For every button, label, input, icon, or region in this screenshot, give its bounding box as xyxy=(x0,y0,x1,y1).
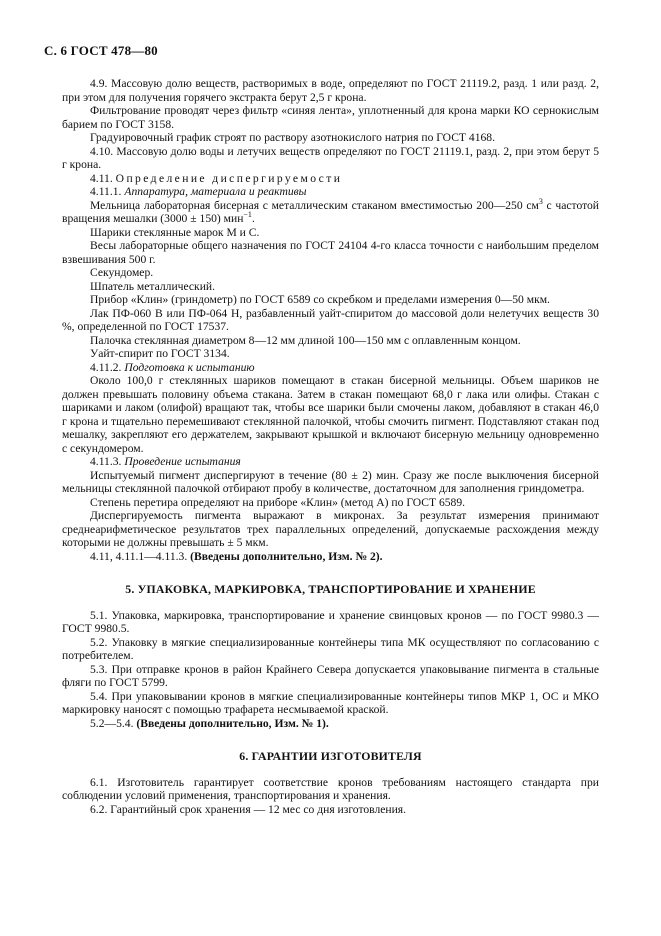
subsection-4-11-heading xyxy=(62,172,599,186)
paragraph-4-10: 4.10. Массовую долю воды и летучих веществ определяют по ГОСТ 21119.1, разд. 2, при этом берут 5 г крона. xyxy=(62,144,599,171)
subsection-title: Проведение испытания xyxy=(124,455,241,468)
paragraph-klin: Прибор «Клин» (гриндометр) по ГОСТ 6589 со скребком и пределами измерения 0—50 мкм. xyxy=(90,293,550,306)
paragraph-lacquer: Лак ПФ-060 В или ПФ-064 Н, разбавленный уайт-спиритом до массовой доли нелетучих веществ 30 %, определенной по ГОСТ 17537. xyxy=(62,306,599,333)
paragraph-5-3: 5.3. При отправке кронов в район Крайнего Севера допускается упаковывание пигмента в стальные фляги по ГОСТ 5799. xyxy=(62,662,599,689)
paragraph-beads: Шарики стеклянные марок М и С. xyxy=(90,225,260,239)
subsection-number: 4.11. xyxy=(90,171,113,185)
subsection-number: 4.11.2. xyxy=(90,360,122,374)
paragraph-rod: Палочка стеклянная диаметром 8—12 мм длиной 100—150 мм с оплавленным концом. xyxy=(90,333,521,347)
paragraph-spatula: Шпатель металлический. xyxy=(90,279,215,293)
document-body xyxy=(62,77,599,816)
subsection-4-11-2-heading xyxy=(62,361,599,375)
paragraph-6-2: 6.2. Гарантийный срок хранения — 12 мес со дня изготовления. xyxy=(90,802,407,816)
paragraph-white-spirit: Уайт-спирит по ГОСТ 3134. xyxy=(90,347,230,360)
subsection-title: Подготовка к испытанию xyxy=(124,360,255,374)
paragraph-calibration: Градуировочный график строят по раствору азотнокислого натрия по ГОСТ 4168. xyxy=(90,131,495,144)
page-header: С. 6 ГОСТ 478—80 xyxy=(44,43,158,58)
section-5-title: 5. УПАКОВКА, МАРКИРОВКА, ТРАНСПОРТИРОВАНИЕ И ХРАНЕНИЕ xyxy=(125,582,536,596)
paragraph-5-1: 5.1. Упаковка, маркировка, транспортирование и хранение свинцовых кронов — по ГОСТ 9980.3 — ГОСТ 9980.5. xyxy=(62,608,599,635)
paragraph-5-2: 5.2. Упаковку в мягкие специализированные контейнеры типа МК осуществляют по согласованию с потребителем. xyxy=(62,635,599,662)
amendment-note: 5.2—5.4. (Введены дополнительно, Изм. № 1). xyxy=(90,716,329,730)
subsection-title: Аппаратура, материала и реактивы xyxy=(124,185,307,198)
paragraph-preparation: Около 100,0 г стеклянных шариков помещают в стакан бисерной мельницы. Объем шариков не должен превышать половину объема стакана. Затем в стакан помещают 68,0 г лака или олифы. Стакан с шариками и лаком (олифой) вращают так, чтобы все шарики были смочены лаком, добавляют в стакан 46,0 г крона и тщательно перемешивают стеклянной палочкой, чтобы смочить пигмент. Подставляют стакан под мешалку, закрепляют его держателем, закрывают крышкой и включают бисерную мельницу одновременно с секундомером. xyxy=(62,374,599,455)
paragraph-scales: Весы лабораторные общего назначения по ГОСТ 24104 4-го класса точности с наибольшим пределом взвешивания 500 г. xyxy=(62,239,599,266)
paragraph-4-9: 4.9. Массовую долю веществ, растворимых в воде, определяют по ГОСТ 21119.2, разд. 1 или разд. 2, при этом для получения горячего экстракта берут 2,5 г крона. xyxy=(62,77,599,104)
paragraph-dispersibility: Диспергируемость пигмента выражают в микронах. За результат измерения принимают среднеарифметическое результатов трех параллельных определений, допускаемые расхождения между которыми не должны превышать ± 5 мкм. xyxy=(62,509,599,549)
section-6-title: 6. ГАРАНТИИ ИЗГОТОВИТЕЛЯ xyxy=(239,749,422,763)
paragraph-stopwatch: Секундомер. xyxy=(90,266,154,279)
paragraph-6-1: 6.1. Изготовитель гарантирует соответствие кронов требованиям настоящего стандарта при соблюдении условий применения, транспортирования и хранения. xyxy=(62,775,599,802)
paragraph-mill: Мельница лабораторная бисерная с металлическим стаканом вместимостью 200—250 $см^3$ с частотой вращения мешалки (3000 ± 150) мин$^{-1}$. xyxy=(62,196,599,225)
subsection-4-11-3-heading xyxy=(62,455,599,469)
paragraph-5-4: 5.4. При упаковывании кронов в мягкие специализированные контейнеры типов МКР 1, ОС и МКО маркировку наносят с помощью трафарета несмываемой краской. xyxy=(62,689,599,716)
subsection-title: Определение диспергируемости xyxy=(115,171,343,185)
subsection-number: 4.11.1. xyxy=(90,185,122,198)
paragraph-test: Испытуемый пигмент диспергируют в течение (80 ± 2) мин. Сразу же после выключения бисерной мельницы стеклянной палочкой отбирают пробу в количестве, достаточном для заполнения гриндометра. xyxy=(62,468,599,495)
amendment-note: 4.11, 4.11.1—4.11.3. (Введены дополнительно, Изм. № 2). xyxy=(90,549,383,563)
paragraph-filtration: Фильтрование проводят через фильтр «синяя лента», уплотненный для крона марки КО сернокислым барием по ГОСТ 3158. xyxy=(62,104,599,131)
subsection-number: 4.11.3. xyxy=(90,455,122,468)
subsection-4-11-1-heading xyxy=(62,185,599,199)
paragraph-grind-degree: Степень перетира определяют на приборе «Клин» (метод А) по ГОСТ 6589. xyxy=(90,495,466,509)
